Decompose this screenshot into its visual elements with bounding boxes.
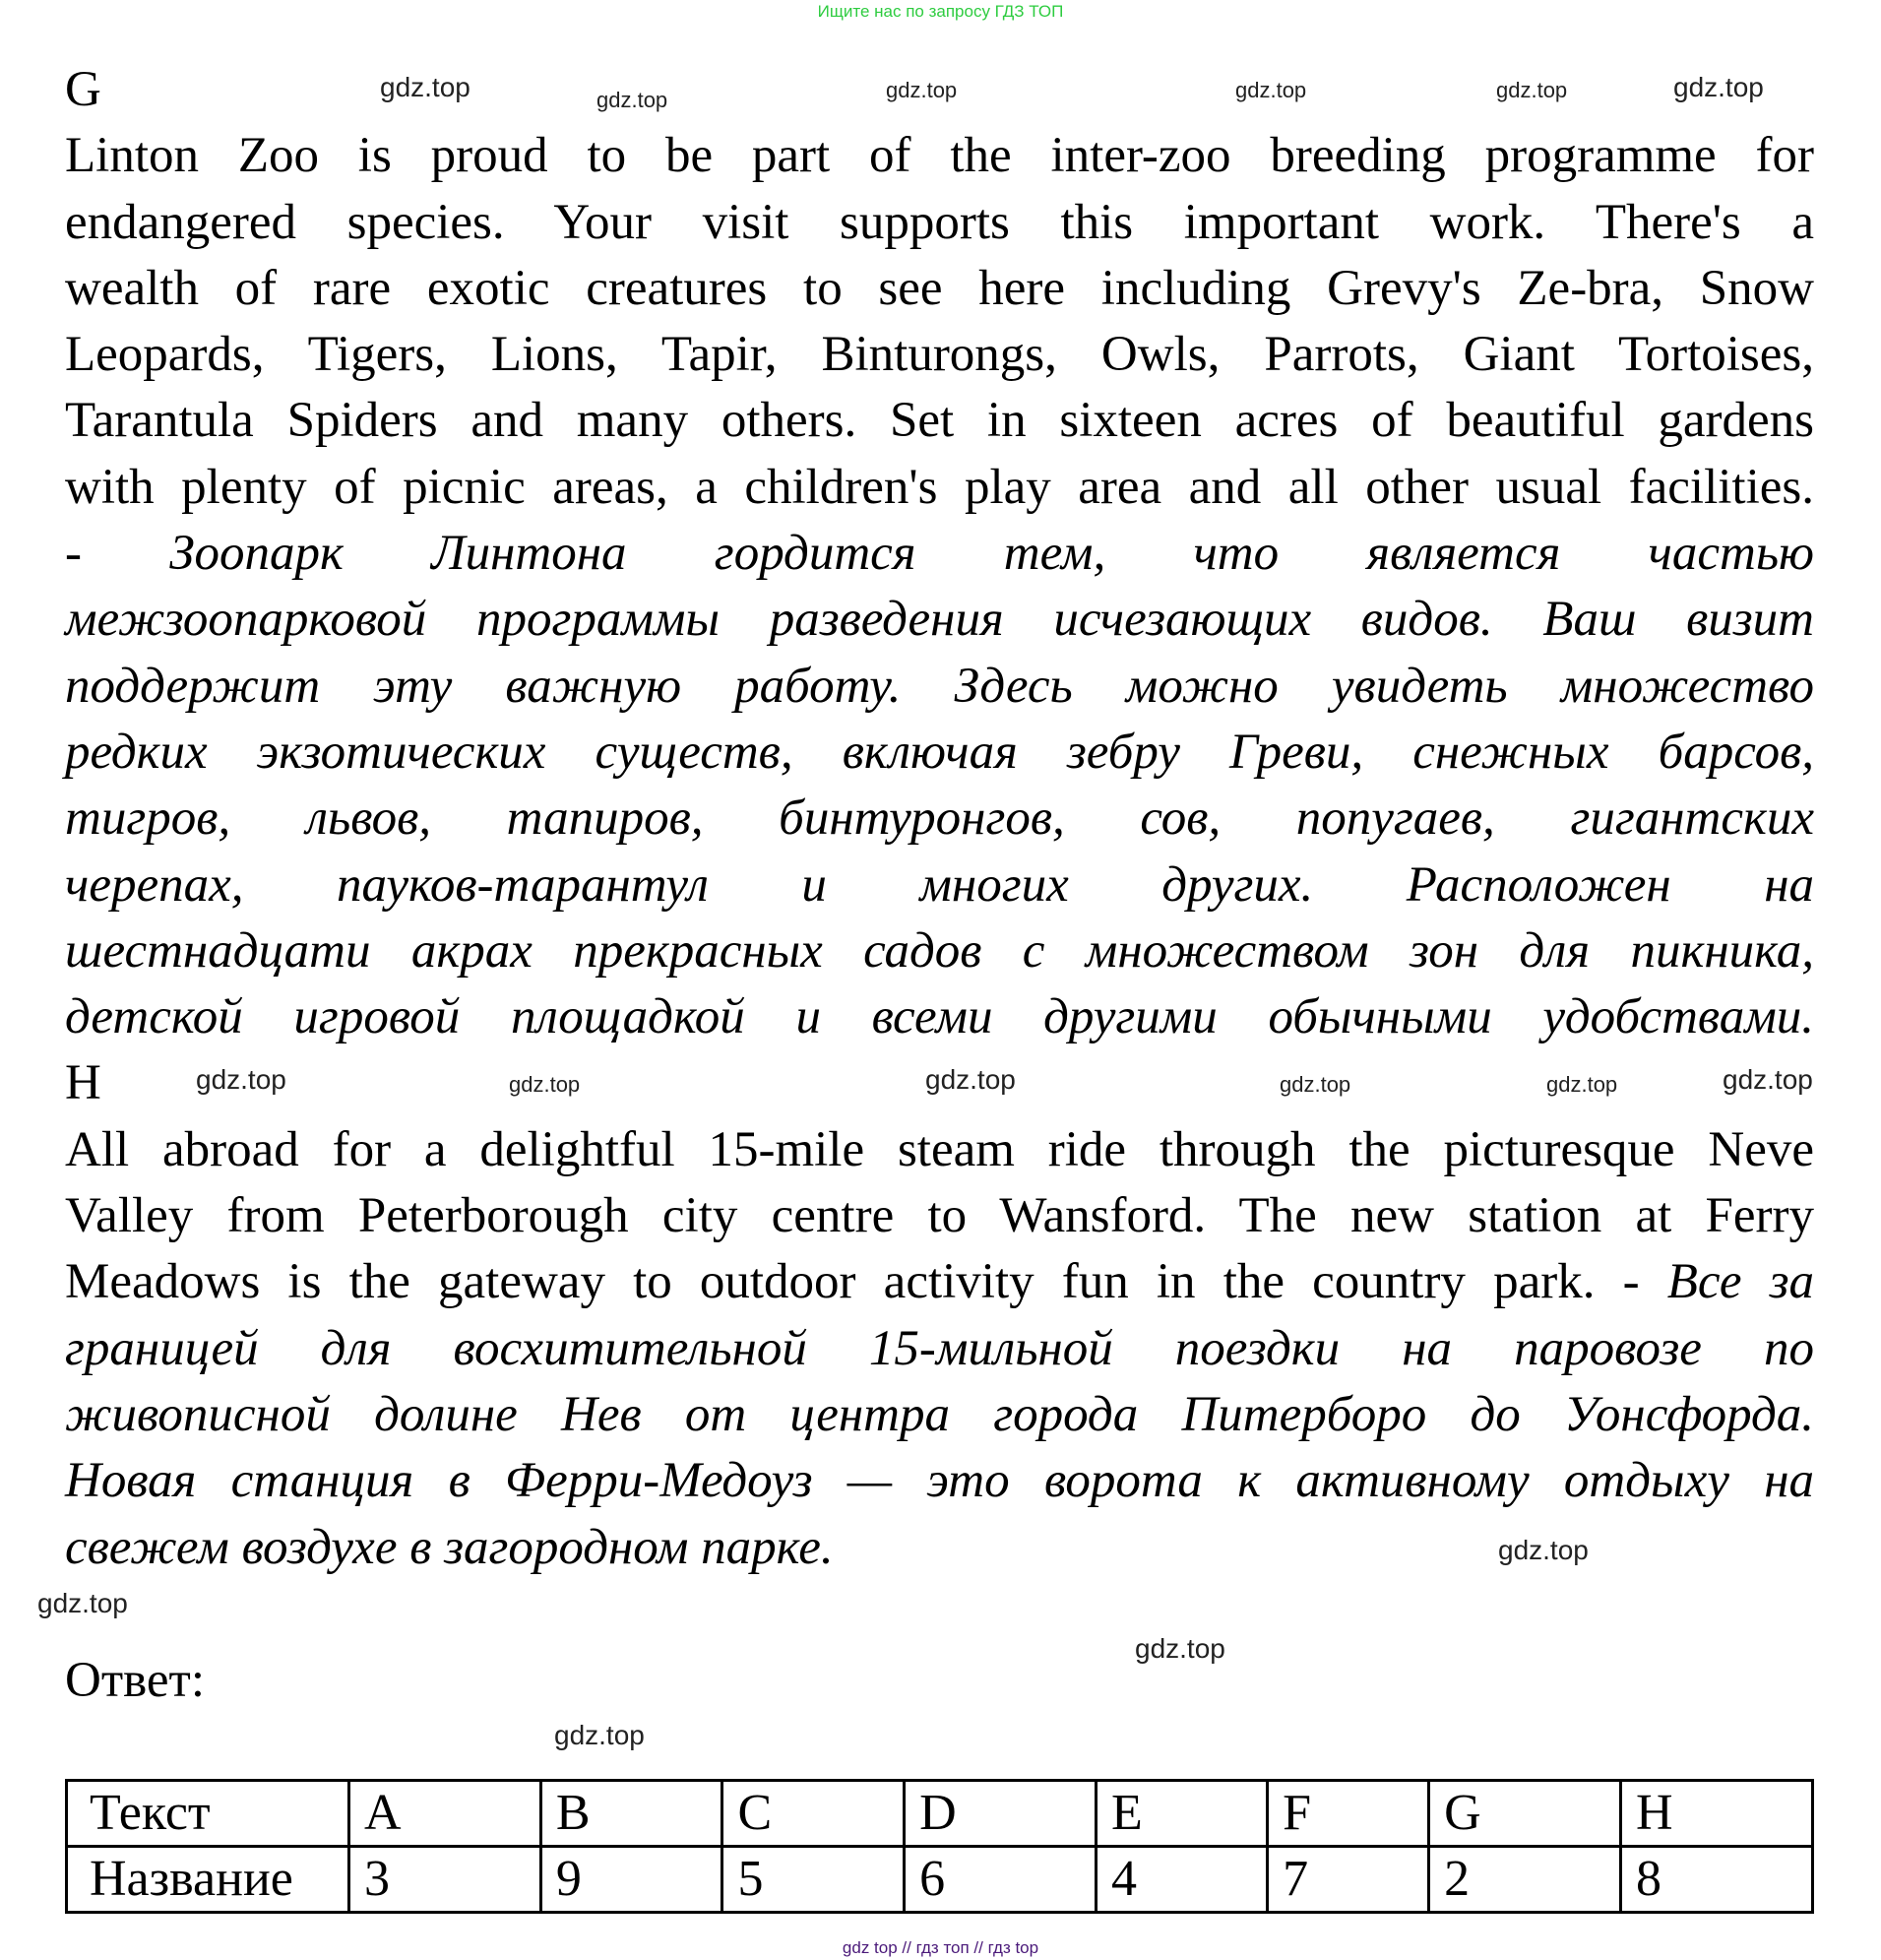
table-cell: D xyxy=(905,1781,1097,1847)
text-line-content xyxy=(65,57,101,123)
table-cell: E xyxy=(1096,1781,1267,1847)
article-text xyxy=(65,57,1814,1581)
text-line xyxy=(65,1117,1814,1183)
watermark: gdz.top xyxy=(886,78,958,102)
text-line xyxy=(65,1249,1814,1315)
russian-translation-text: Новая станция в Ферри-Медоуз — это ворота к активному отдыху на xyxy=(65,1453,1814,1509)
russian-translation-text: Все за xyxy=(1666,1254,1814,1310)
text-line-content xyxy=(65,1448,1814,1514)
russian-translation-text: детской игровой площадкой и всеми другими обычными удобствами. xyxy=(65,989,1814,1045)
text-line xyxy=(65,853,1814,918)
text-line-content xyxy=(65,1515,834,1581)
text-line-content xyxy=(65,720,1814,786)
text-line xyxy=(65,786,1814,852)
text-line xyxy=(65,1448,1814,1514)
table-cell: C xyxy=(722,1781,905,1847)
text-line-content xyxy=(65,388,1814,454)
watermark: gdz.top xyxy=(509,1072,581,1097)
watermark: gdz.top xyxy=(1280,1072,1351,1097)
text-line xyxy=(65,918,1814,984)
russian-translation-text: тигров, львов, тапиров, бинтуронгов, сов, попугаев, гигантских xyxy=(65,790,1814,847)
text-line-content xyxy=(65,190,1814,256)
text-line xyxy=(65,322,1814,388)
table-cell: 7 xyxy=(1268,1847,1429,1913)
russian-translation-text: редких экзотических существ, включая зебру Греви, снежных барсов, xyxy=(65,724,1814,780)
table-cell: 6 xyxy=(905,1847,1097,1913)
english-text: endangered species. Your visit supports this important work. There's a xyxy=(65,194,1814,250)
table-cell: H xyxy=(1621,1781,1813,1847)
text-line xyxy=(65,256,1814,322)
text-line-content xyxy=(65,587,1814,653)
table-cell: 2 xyxy=(1429,1847,1621,1913)
text-line-content xyxy=(65,455,1814,521)
text-line-content xyxy=(65,1316,1814,1382)
watermark: gdz.top xyxy=(925,1064,1016,1095)
english-text: Tarantula Spiders and many others. Set in sixteen acres of beautiful gardens xyxy=(65,393,1814,449)
text-line-content xyxy=(65,853,1814,918)
text-line-content xyxy=(65,1382,1814,1448)
watermark: gdz.top xyxy=(1135,1633,1225,1664)
text-line xyxy=(65,190,1814,256)
text-line xyxy=(65,123,1814,189)
table-row-texts xyxy=(67,1781,1813,1847)
text-line-content xyxy=(65,521,1814,587)
watermark: gdz.top xyxy=(1235,78,1307,102)
text-line xyxy=(65,388,1814,454)
english-text: with plenty of picnic areas, a children's play area and all other usual facilities. xyxy=(65,459,1814,515)
russian-translation-text: поддержит эту важную работу. Здесь можно увидеть множество xyxy=(65,658,1814,714)
text-line xyxy=(65,654,1814,720)
russian-translation-text: шестнадцати акрах прекрасных садов с множеством зон для пикника, xyxy=(65,922,1814,979)
watermark: gdz.top xyxy=(37,1588,128,1618)
search-banner: Ищите нас по запросу ГДЗ ТОП xyxy=(817,2,1064,21)
answer-label: Ответ: xyxy=(65,1653,205,1708)
table-cell: 4 xyxy=(1096,1847,1267,1913)
watermark: gdz.top xyxy=(1673,72,1764,102)
english-text: Linton Zoo is proud to be part of the inter-zoo breeding programme for xyxy=(65,128,1814,184)
text-line xyxy=(65,455,1814,521)
text-line-content xyxy=(65,1050,101,1116)
table-cell: 8 xyxy=(1621,1847,1813,1913)
english-text: H xyxy=(65,1055,101,1111)
english-text: Meadows is the gateway to outdoor activity fun in the country park. - xyxy=(65,1254,1667,1310)
table-cell: F xyxy=(1268,1781,1429,1847)
footer-links: gdz top // гдз топ // гдз top xyxy=(842,1938,1039,1957)
russian-translation-text: черепах, пауков-тарантул и многих других. Расположен на xyxy=(65,856,1814,913)
text-line-content xyxy=(65,123,1814,189)
table-cell: 3 xyxy=(349,1847,541,1913)
table-cell: Текст xyxy=(67,1781,349,1847)
text-line xyxy=(65,1382,1814,1448)
russian-translation-text: свежем воздухе в загородном парке. xyxy=(65,1519,834,1575)
text-line-content xyxy=(65,1117,1814,1183)
russian-translation-text: межзоопарковой программы разведения исчезающих видов. Ваш визит xyxy=(65,592,1814,648)
text-line xyxy=(65,521,1814,587)
english-text: wealth of rare exotic creatures to see here including Grevy's Ze-bra, Snow xyxy=(65,260,1814,316)
text-line xyxy=(65,720,1814,786)
text-line-content xyxy=(65,1249,1814,1315)
watermark: gdz.top xyxy=(1496,78,1568,102)
english-text: All abroad for a delightful 15-mile steam ride through the picturesque Neve xyxy=(65,1121,1814,1177)
text-line xyxy=(65,1183,1814,1249)
table-cell: 9 xyxy=(540,1847,722,1913)
english-text: Leopards, Tigers, Lions, Tapir, Binturongs, Owls, Parrots, Giant Tortoises, xyxy=(65,327,1814,383)
text-line-content xyxy=(65,322,1814,388)
russian-translation-text: живописной долине Нев от центра города Питерборо до Уонсфорда. xyxy=(65,1386,1814,1442)
table-cell: Название xyxy=(67,1847,349,1913)
text-line xyxy=(65,587,1814,653)
watermark: gdz.top xyxy=(1723,1064,1813,1095)
watermark: gdz.top xyxy=(1498,1535,1589,1565)
text-line-content xyxy=(65,786,1814,852)
table-cell: G xyxy=(1429,1781,1621,1847)
table-cell: A xyxy=(349,1781,541,1847)
table-cell: 5 xyxy=(722,1847,905,1913)
text-line-content xyxy=(65,984,1814,1050)
text-line-content xyxy=(65,918,1814,984)
watermark: gdz.top xyxy=(554,1720,645,1750)
russian-translation-text: Зоопарк Линтона гордится тем, что является частью xyxy=(169,526,1815,582)
watermark: gdz.top xyxy=(596,88,668,112)
text-line-content xyxy=(65,1183,1814,1249)
english-text: G xyxy=(65,62,101,117)
table-row-titles xyxy=(67,1847,1813,1913)
text-line xyxy=(65,1316,1814,1382)
text-line-content xyxy=(65,256,1814,322)
answer-table xyxy=(65,1779,1814,1914)
english-text: - xyxy=(65,526,170,582)
russian-translation-text: границей для восхитительной 15-мильной поездки на паровозе по xyxy=(65,1320,1814,1376)
watermark: gdz.top xyxy=(380,72,470,102)
english-text: Valley from Peterborough city centre to Wansford. The new station at Ferry xyxy=(65,1188,1814,1244)
text-line xyxy=(65,984,1814,1050)
watermark: gdz.top xyxy=(1546,1072,1618,1097)
table-cell: B xyxy=(540,1781,722,1847)
watermark: gdz.top xyxy=(196,1064,286,1095)
text-line-content xyxy=(65,654,1814,720)
